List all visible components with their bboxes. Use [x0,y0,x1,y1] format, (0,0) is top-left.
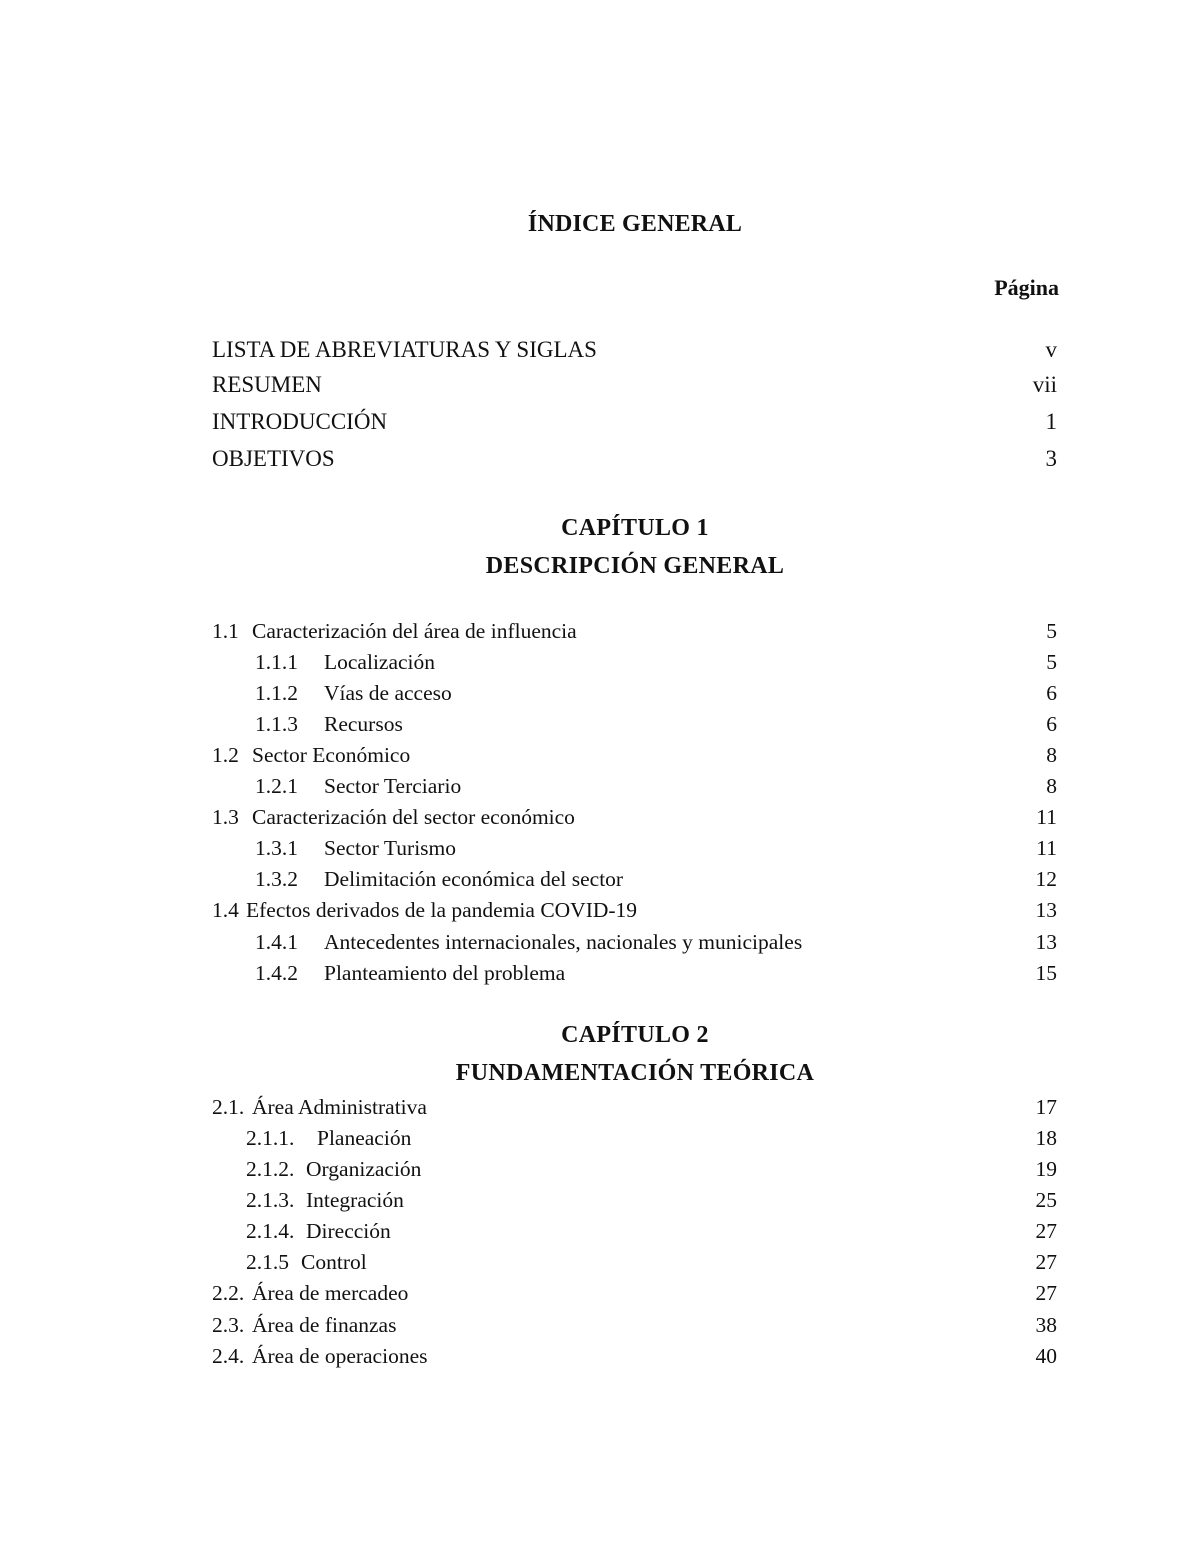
toc-entry-page: 38 [1035,1313,1057,1337]
toc-entry-number: 2.4. [212,1344,245,1368]
toc-entry-number: 1.2 [212,743,239,767]
toc-entry-number: 1.4 [212,898,239,922]
toc-entry-number: 1.1 [212,619,239,643]
toc-entry [212,1278,1057,1308]
toc-entry [212,1341,1057,1371]
chapter-2-subheading: FUNDAMENTACIÓN TEÓRICA [455,1060,815,1086]
toc-entry [212,895,1057,925]
toc-entry [212,1310,1057,1340]
toc-entry-number: 2.1.2. [246,1157,295,1181]
page-column-label: Página [994,275,1059,300]
toc-entry-text: Área de mercadeo [252,1281,409,1305]
toc-entry-number: 2.1.5 [246,1250,289,1274]
toc-entry-text: OBJETIVOS [212,446,335,471]
toc-entry-page: 5 [1046,619,1057,643]
toc-entry-number: 1.4.2 [255,961,298,985]
toc-entry [212,709,1057,739]
toc-entry [212,647,1057,677]
toc-entry-number: 1.1.3 [255,712,298,736]
toc-entry-text: Caracterización del área de influencia [252,619,577,643]
toc-entry [212,1092,1057,1122]
toc-entry-front [212,370,1057,400]
toc-entry-page: 8 [1046,774,1057,798]
toc-entry-number: 1.3 [212,805,239,829]
chapter-1-subheading: DESCRIPCIÓN GENERAL [485,553,785,579]
toc-entry-page: 3 [1045,446,1057,471]
toc-entry-page: 27 [1035,1250,1057,1274]
toc-entry-text: Área de operaciones [252,1344,428,1368]
toc-entry [212,958,1057,988]
toc-entry-page: 27 [1035,1219,1057,1243]
toc-entry-front [212,335,1057,365]
toc-entry [212,1216,1057,1246]
toc-entry-text: Integración [306,1188,404,1212]
toc-entry-page: 5 [1046,650,1057,674]
toc-entry-number: 2.1.3. [246,1188,295,1212]
document-title: ÍNDICE GENERAL [527,211,743,237]
toc-entry-page: 25 [1035,1188,1057,1212]
toc-entry-number: 1.2.1 [255,774,298,798]
toc-entry-text: LISTA DE ABREVIATURAS Y SIGLAS [212,337,597,362]
toc-entry-text: Organización [306,1157,422,1181]
toc-entry-front [212,444,1057,474]
toc-entry-number: 2.3. [212,1313,245,1337]
toc-entry-text: Área de finanzas [252,1313,397,1337]
toc-entry-text: RESUMEN [212,372,322,397]
toc-entry-page: 13 [1035,898,1057,922]
toc-entry [212,771,1057,801]
toc-entry [212,1123,1057,1153]
toc-entry-page: 18 [1035,1126,1057,1150]
toc-entry-page: 17 [1035,1095,1057,1119]
toc-entry-text: Delimitación económica del sector [324,867,624,891]
toc-entry [212,802,1057,832]
toc-entry-number: 2.1. [212,1095,245,1119]
toc-entry [212,1154,1057,1184]
toc-entry-text: Efectos derivados de la pandemia COVID-19 [246,898,638,922]
toc-entry [212,1247,1057,1277]
toc-entry-number: 1.1.1 [255,650,298,674]
toc-entry-text: Caracterización del sector económico [252,805,575,829]
toc-entry [212,927,1057,957]
toc-entry-page: 40 [1035,1344,1057,1368]
toc-entry-number: 1.1.2 [255,681,298,705]
toc-entry-text: Área Administrativa [252,1095,427,1119]
toc-entry-text: Control [301,1250,367,1274]
toc-entry-number: 1.3.2 [255,867,298,891]
toc-entry-text: Planteamiento del problema [324,961,566,985]
toc-entry-page: vii [1032,372,1057,397]
toc-entry-text: Planeación [317,1126,412,1150]
toc-entry-text: Sector Turismo [324,836,457,860]
toc-entry-page: 19 [1035,1157,1057,1181]
toc-entry-text: INTRODUCCIÓN [212,409,388,434]
toc-entry [212,616,1057,646]
chapter-1-heading: CAPÍTULO 1 [561,515,709,541]
toc-entry-page: 15 [1035,961,1057,985]
toc-entry-page: 6 [1046,712,1057,736]
toc-entry-text: Sector Económico [252,743,411,767]
toc-entry-page: 13 [1035,930,1057,954]
toc-entry [212,740,1057,770]
toc-entry-number: 2.1.4. [246,1219,295,1243]
toc-entry-page: 11 [1036,836,1057,860]
toc-entry-text: Sector Terciario [324,774,462,798]
toc-entry [212,833,1057,863]
toc-entry-text: Dirección [306,1219,391,1243]
toc-entry [212,678,1057,708]
toc-entry-text: Recursos [324,712,403,736]
toc-entry-text: Vías de acceso [324,681,452,705]
toc-entry-text: Localización [324,650,436,674]
toc-entry-page: 12 [1035,867,1057,891]
toc-entry-number: 1.4.1 [255,930,298,954]
toc-entry [212,864,1057,894]
toc-entry-page: 11 [1036,805,1057,829]
toc-entry-text: Antecedentes internacionales, nacionales y municipales [324,930,803,954]
toc-entry-page: v [1045,337,1057,362]
toc-entry-number: 1.3.1 [255,836,298,860]
chapter-2-heading: CAPÍTULO 2 [561,1022,709,1048]
toc-entry-page: 8 [1046,743,1057,767]
toc-entry-number: 2.2. [212,1281,245,1305]
toc-entry-number: 2.1.1. [246,1126,295,1150]
toc-entry-front [212,407,1057,437]
toc-entry [212,1185,1057,1215]
toc-entry-page: 1 [1045,409,1057,434]
toc-entry-page: 27 [1035,1281,1057,1305]
toc-entry-page: 6 [1046,681,1057,705]
